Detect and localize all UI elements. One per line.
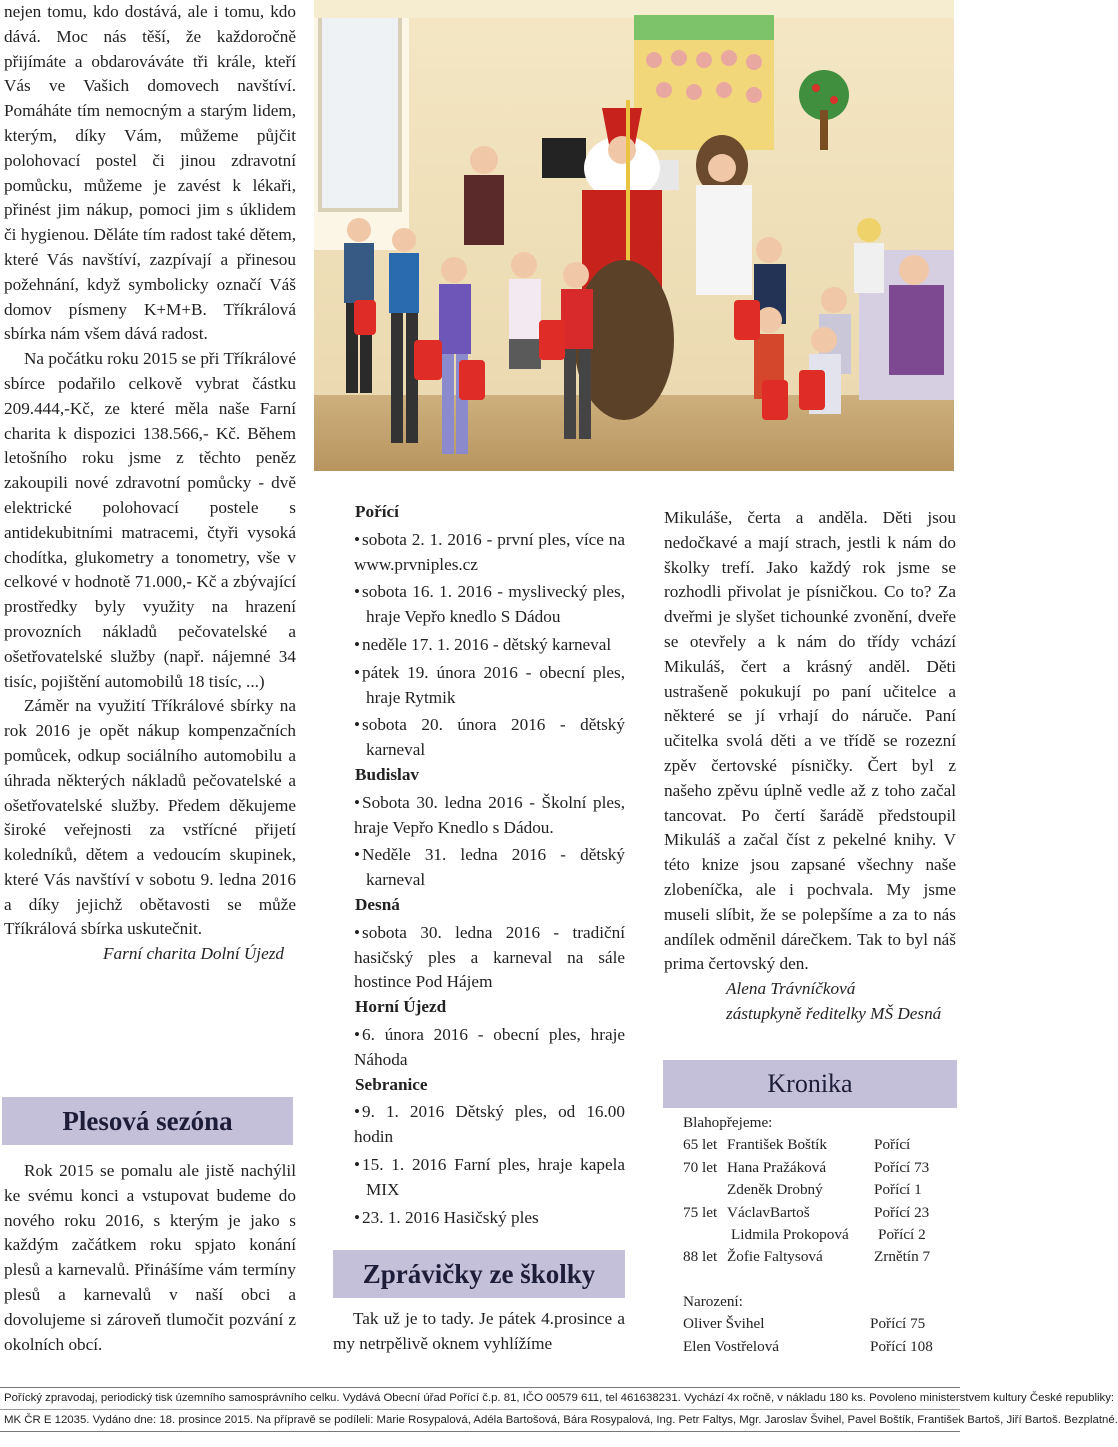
left-column <box>4 0 296 967</box>
narozeni-list <box>683 1313 955 1358</box>
town-horni-ujezd: Horní Újezd <box>355 997 447 1017</box>
blahoprani-place: Pořící 2 <box>878 1226 926 1244</box>
blahoprani-name: Zdeněk Drobný <box>727 1181 823 1199</box>
kronika-section <box>683 1112 955 1358</box>
blahoprani-row <box>683 1179 955 1201</box>
blahoprani-age: 70 let <box>683 1158 718 1176</box>
event-porici-4: • pátek 19. února 2016 - obecní ples, hraje Rytmik <box>333 661 625 711</box>
event-budislav-1: • Sobota 30. ledna 2016 - Školní ples, hraje Vepřo Knedlo s Dádou. <box>333 791 625 841</box>
kronika-heading: Kronika <box>663 1060 957 1108</box>
plesova-heading: Plesová sezóna <box>2 1097 293 1145</box>
charita-paragraph-2: Na počátku roku 2015 se při Tříkrálové sbírce podařilo celkově vybrat částku 209.444,-Kč, ze které měla naše Farní charita k dispozici 138.566,- Kč. Během letošního roku jsme z těchto peněz zakoupili nové zdravotní pomůcky - dvě elektrické polohovací postele s antidekubitními matracemi, čtyři vysoká chodítka, glukometry a tonometry, vše v celkové v hodnotě 71.000,- Kč a zbývající prostředky byly využity na hrazení provozních nákladů pečovatelské a ošetřovatelské služby (např. nájemné 34 tisíc, pojištění automobilů 18 tisíc, ...) <box>4 349 296 691</box>
blahoprani-row <box>683 1157 955 1179</box>
blahoprani-name: VáclavBartoš <box>727 1203 810 1221</box>
zpravicky-text-block <box>333 1307 625 1357</box>
blahoprani-name: Hana Pražáková <box>727 1158 827 1176</box>
event-desna-1: • sobota 30. ledna 2016 - tradiční hasičský ples a karneval na sále hostince Pod Hájem <box>333 921 625 995</box>
blahoprani-age <box>683 1224 727 1246</box>
blahoprani-row <box>683 1224 955 1246</box>
narozeni-name: Elen Vostřelová <box>683 1337 780 1355</box>
middle-column <box>333 500 625 1230</box>
right-column <box>664 506 956 1027</box>
event-porici-3: • neděle 17. 1. 2016 - dětský karneval <box>333 633 625 658</box>
blahoprani-age: 88 let <box>683 1248 718 1266</box>
charita-signature: Farní charita Dolní Újezd <box>103 944 284 964</box>
skolka-signature-role: zástupkyně ředitelky MŠ Desná <box>726 1003 942 1023</box>
town-sebranice: Sebranice <box>355 1074 428 1094</box>
narozeni-place: Pořící 75 <box>870 1315 926 1333</box>
footer-imprint <box>0 1387 1118 1432</box>
event-budislav-2: • Neděle 31. ledna 2016 - dětský karneval <box>333 843 625 893</box>
narozeni-row <box>683 1336 955 1358</box>
town-desna: Desná <box>355 894 400 914</box>
zpravicky-heading: Zprávičky ze školky <box>333 1250 625 1298</box>
charita-paragraph-3: Záměr na využití Tříkrálové sbírky na rok 2016 je opět nákup kompenzačních pomůcek, odkup sociálního automobilu a úhrada některých nákladů pečovatelské a ošetřovatelské služby. Předem děkujeme široké veřejnosti za vstřícné přijetí koledníků, dětem a vedoucím skupinek, které Vás navštíví v sobotu 9. ledna 2016 a díky jejichž obětavosti se může Tříkrálová sbírka uskutečnit. <box>4 696 296 939</box>
blahoprani-age <box>683 1179 727 1201</box>
blahoprani-place: Pořící 1 <box>874 1181 922 1199</box>
narozeni-label: Narození: <box>683 1292 743 1310</box>
town-porici: Pořící <box>355 502 399 521</box>
blahoprani-row <box>683 1134 955 1156</box>
blahoprani-list <box>683 1134 955 1268</box>
plesova-text-block <box>4 1159 296 1357</box>
event-sebranice-2: • 15. 1. 2016 Farní ples, hraje kapela MIX <box>333 1153 625 1203</box>
event-porici-1: • sobota 2. 1. 2016 - první ples, více na www.prvniples.cz <box>333 528 625 578</box>
blahoprani-name: Žofie Faltysová <box>727 1248 823 1266</box>
skolka-story-text: Mikuláše, čerta a anděla. Děti jsou nedočkavé a mají strach, jestli k nám do školky trefí. Jako každý rok jsme se rozhodli přivolat je písničkou. Co to? Za dveřmi je slyšet tichounké zvonění, dveře se otevřely a k nám do třídy vchází Mikuláš, čert a krásný anděl. Děti ustrašeně pokukují po paní učitelce a některé se jí vrhají do náruče. Paní učitelka svolá děti a ve třídě se rozezní zpěv čertovské písničky. Čert byl z našeho zpěvu úplně vedle až z toho začal tancovat. Po čertí šarádě předstoupil Mikuláš a začal číst z pekelné knihy. V této knize jsou zapsané všechny naše zlobeníčka, ale i pochvala. My jsme museli slíbit, že se polepšíme a za to nás andílek odměnil dárečkem. Tak to byl náš prima čertovský den. <box>664 508 956 974</box>
event-horni-ujezd-1: • 6. února 2016 - obecní ples, hraje Náhoda <box>333 1023 625 1073</box>
blahoprani-row <box>683 1202 955 1224</box>
blahoprani-name: František Boštík <box>727 1136 827 1154</box>
zpravicky-text: Tak už je to tady. Je pátek 4.prosince a my netrpělivě oknem vyhlížíme <box>333 1309 625 1353</box>
event-porici-5: • sobota 20. února 2016 - dětský karneval <box>333 713 625 763</box>
blahoprani-place: Pořící 73 <box>874 1158 930 1176</box>
blahoprani-place: Pořící 23 <box>874 1203 930 1221</box>
event-sebranice-1: • 9. 1. 2016 Dětský ples, od 16.00 hodin <box>333 1100 625 1150</box>
event-porici-2: • sobota 16. 1. 2016 - myslivecký ples, hraje Vepřo knedlo S Dádou <box>333 580 625 630</box>
blahoprani-age: 75 let <box>683 1203 718 1221</box>
footer-line-2: MK ČR E 12035. Vydáno dne: 18. prosince 2015. Na přípravě se podíleli: Marie Rosypalová, Adéla Bartošová, Bára Rosypalová, Ing. Petr Faltys, Mgr. Jaroslav Švihel, Pavel Boštík, František Bartoš, Jiří Bartoš. Bezplatné. <box>4 1414 1118 1426</box>
event-sebranice-3: • 23. 1. 2016 Hasičský ples <box>333 1206 625 1231</box>
kindergarten-group-photo <box>314 0 954 471</box>
footer-line-1: Pořícký zpravodaj, periodický tisk územního samosprávního celku. Vydává Obecní úřad Pořící č.p. 81, IČO 00579 611, tel 461638231. Vychází 4x ročně, v nákladu 180 ks. Povoleno ministerstvem kultury České republiky: <box>0 1388 960 1410</box>
blahoprani-place: Zrnětín 7 <box>874 1248 931 1266</box>
charita-paragraph-1: nejen tomu, kdo dostává, ale i tomu, kdo dává. Moc nás těší, že každoročně přijímáte a obdarováváte tři krále, kteří Vás ve Vašich domovech navštíví. Pomáháte tím nemocným a starým lidem, kterým, díky Vám, můžeme půjčit polohovací postel či jinou zdravotní pomůcku, můžeme je zavést k lékaři, přinést jim nákup, pomoci jim s úklidem či hygienou. Děláte tím radost také dětem, které Vás navštíví, zazpívají a přinesou požehnání, když symbolicky označí Váš domov písmeny K+M+B. Tříkrálová sbírka nám všem dává radost. <box>4 2 296 344</box>
narozeni-place: Pořící 108 <box>870 1337 933 1355</box>
town-budislav: Budislav <box>355 764 420 784</box>
blahoprani-name: Lidmila Prokopová <box>731 1226 849 1244</box>
skolka-signature-name: Alena Trávníčková <box>726 979 856 999</box>
plesova-text: Rok 2015 se pomalu ale jistě nachýlil ke svému konci a vstupovat budeme do nového roku 2016, s kterým je jako s každým začátkem roku spjato konání plesů a karnevalů. Přinášíme vám termíny plesů a karnevalů v naší obci a dovolujeme si zároveň tlumočit pozvání z okolních obcí. <box>4 1161 296 1354</box>
narozeni-row <box>683 1313 955 1335</box>
blahoprani-label: Blahopřejeme: <box>683 1114 773 1131</box>
blahoprani-place: Pořící <box>874 1136 911 1154</box>
narozeni-name: Oliver Švihel <box>683 1315 765 1333</box>
blahoprani-row <box>683 1246 955 1268</box>
blahoprani-age: 65 let <box>683 1136 718 1154</box>
